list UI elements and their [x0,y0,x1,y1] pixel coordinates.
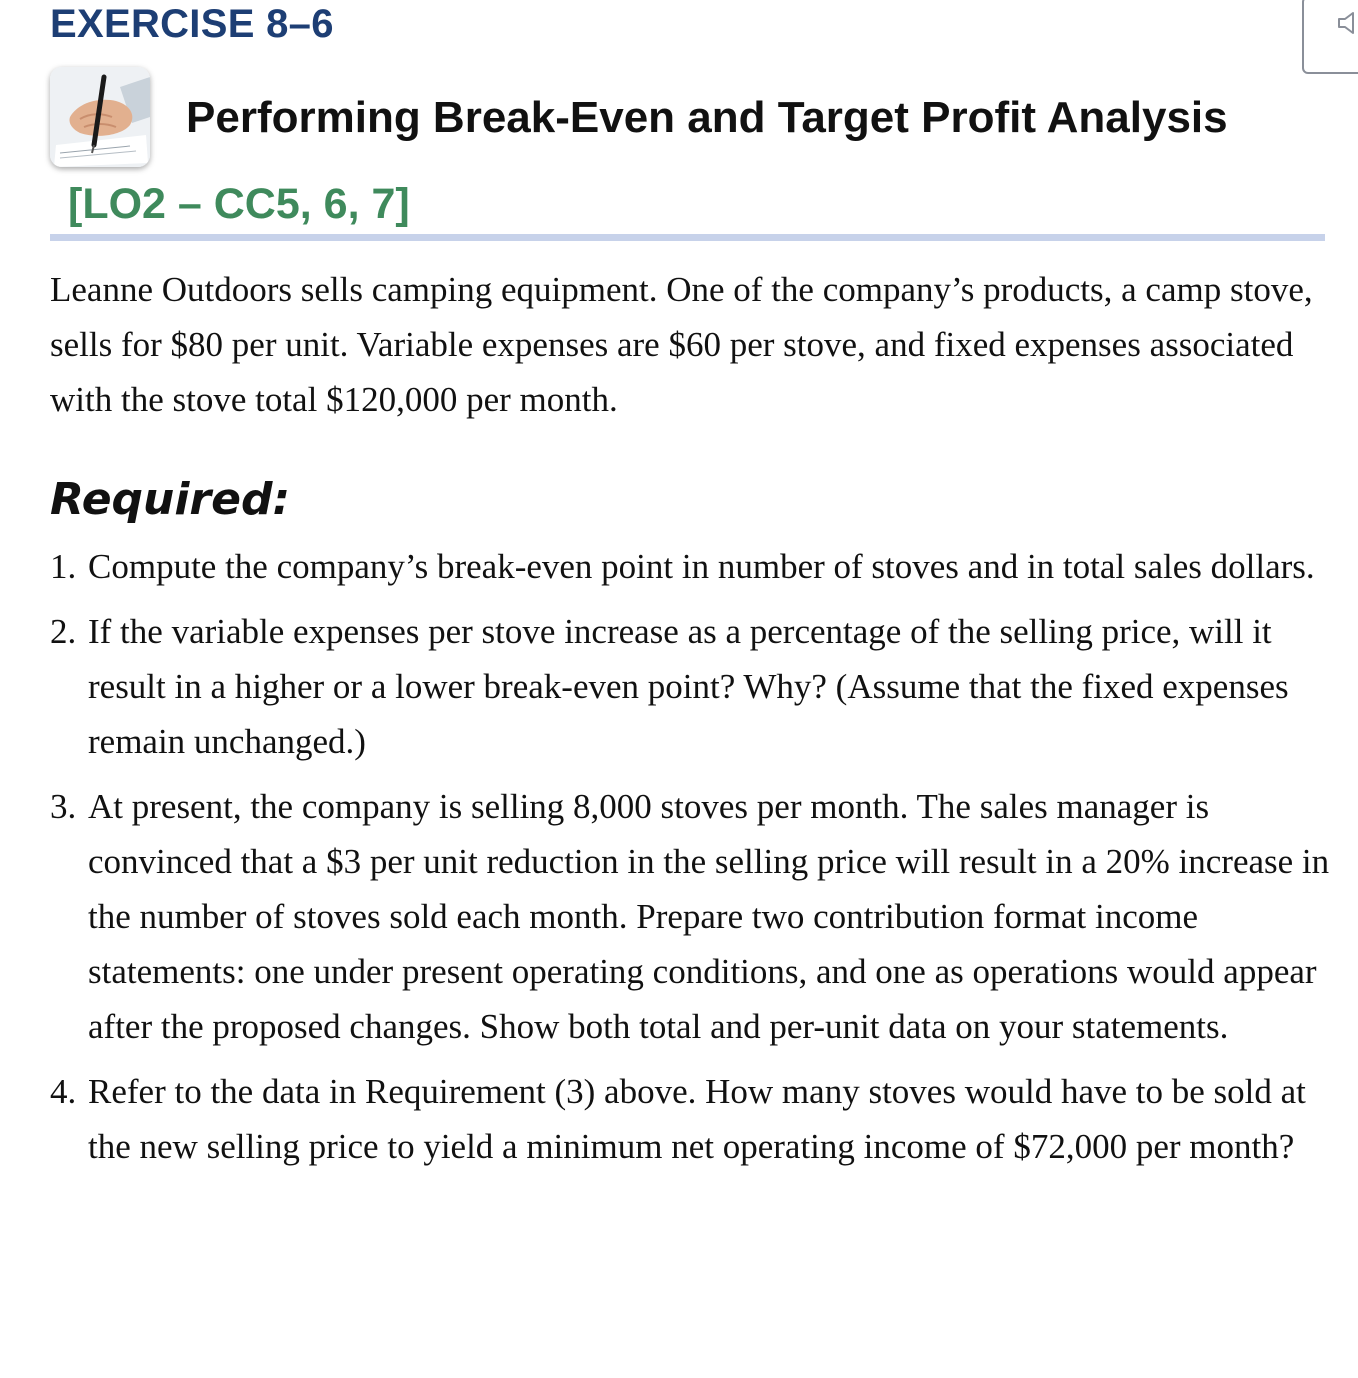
item-text: At present, the company is selling 8,000 stoves per month. The sales manager is convinced that a $3 per unit reduction in the selling price will result in a 20% increase in the number of stoves sold each month. Prepare two contribution format income statements: one under present operating conditions, and one as operations would appear after the proposed changes. Show both total and per-unit data on your statements. [88,787,1330,1046]
hand-writing-with-pen-icon [50,67,150,167]
item-number: 4. [50,1072,77,1111]
required-heading: Required: [50,474,291,525]
item-number: 3. [50,787,77,826]
list-item [50,539,1340,594]
item-text: If the variable expenses per stove increase as a percentage of the selling price, will it result in a higher or a lower break-even point? Why? (Assume that the fixed expenses remain unchanged.) [88,612,1289,761]
list-item [50,1064,1340,1174]
problem-statement: Leanne Outdoors sells camping equipment. One of the company’s products, a camp stove, sells for $80 per unit. Variable expenses are $60 per stove, and fixed expenses associated with the stove total $120,000 per month. [50,270,1313,419]
speaker-icon [1336,10,1358,36]
learning-objectives: [LO2 – CC5, 6, 7] [68,180,410,228]
list-item [50,779,1340,1054]
item-text: Refer to the data in Requirement (3) above. How many stoves would have to be sold at the new selling price to yield a minimum net operating income of $72,000 per month? [88,1072,1306,1166]
item-number: 2. [50,612,77,651]
divider [50,234,1325,241]
item-number: 1. [50,547,77,586]
exercise-label: EXERCISE 8–6 [50,2,334,46]
list-item [50,604,1340,769]
page-title: Performing Break-Even and Target Profit Analysis [186,93,1228,142]
item-text: Compute the company’s break-even point in number of stoves and in total sales dollars. [88,547,1315,586]
audio-button[interactable] [1302,0,1358,74]
requirements-list [50,539,1340,1184]
